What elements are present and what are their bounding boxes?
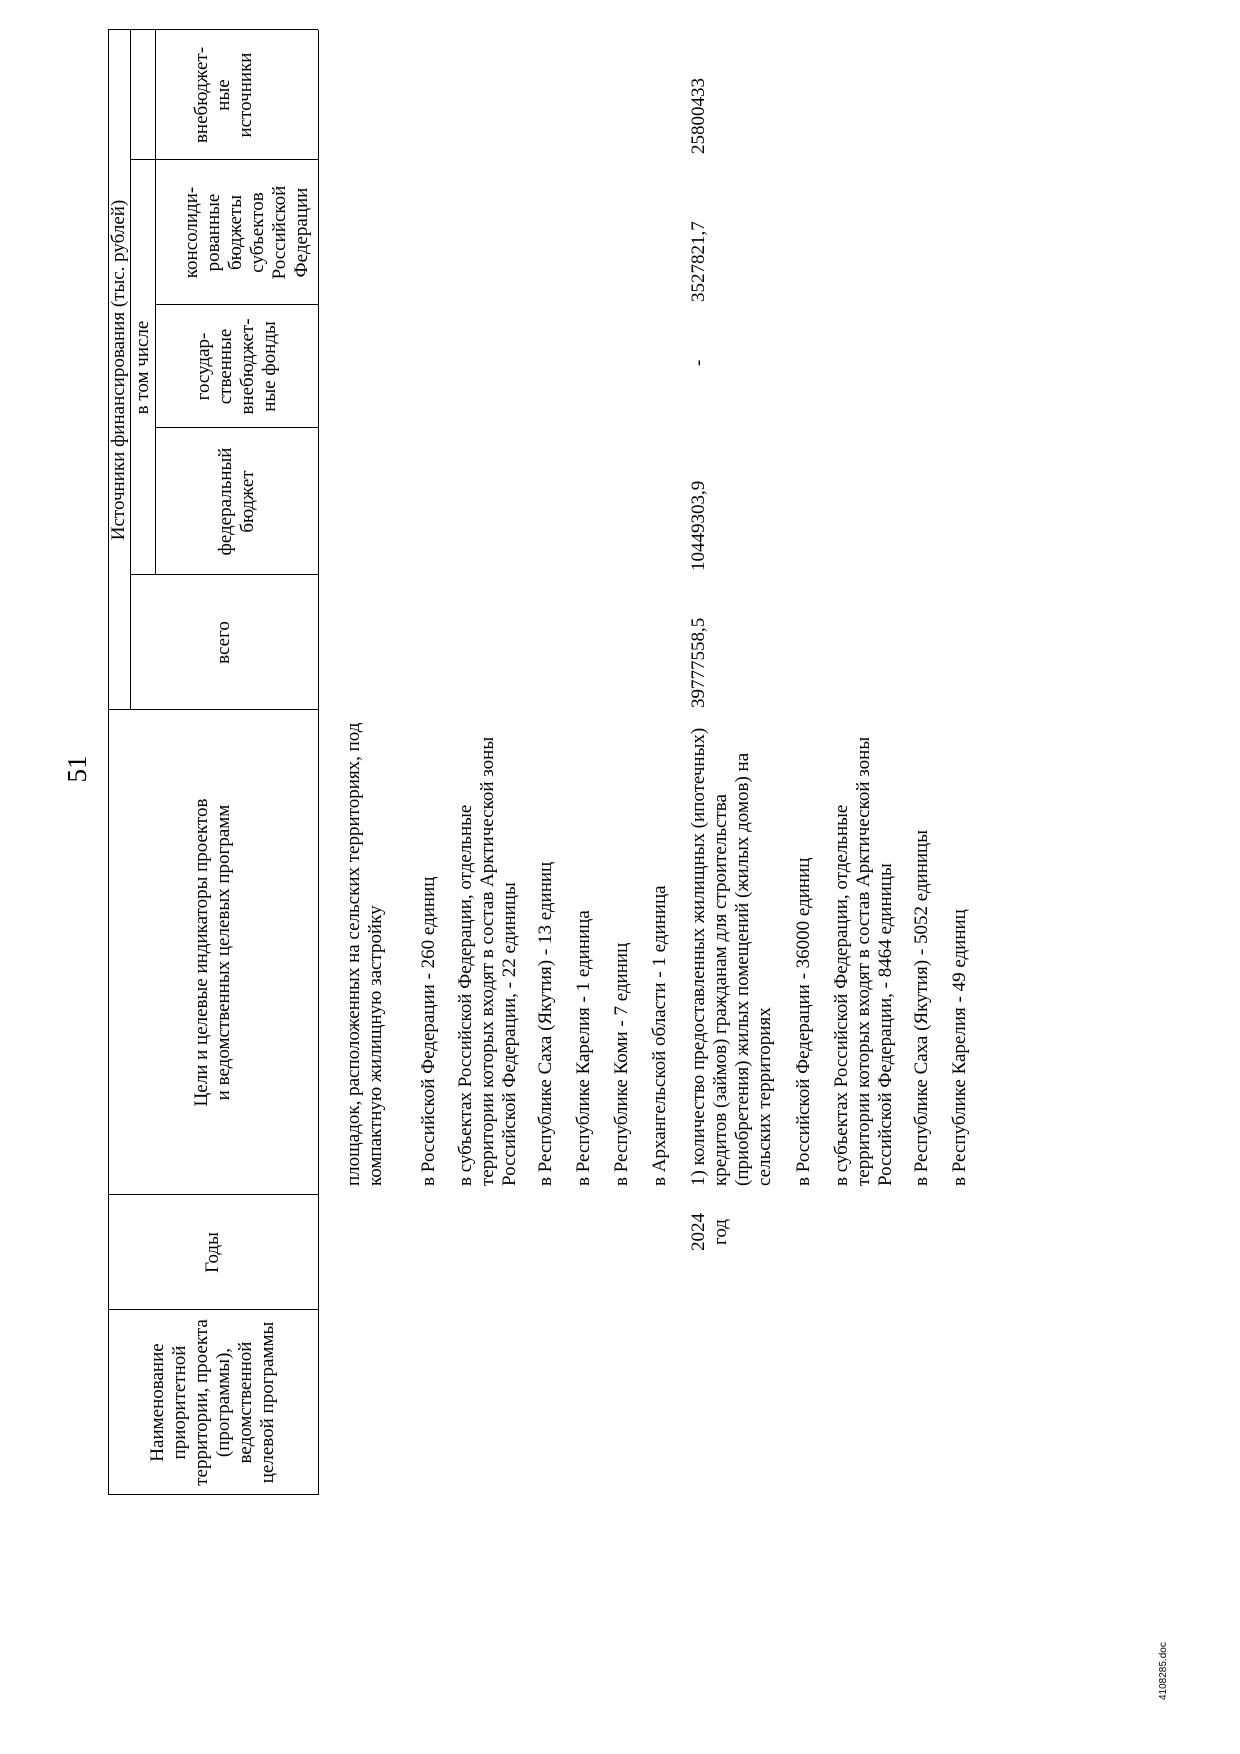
header-line: Цели и целевые индикаторы проектов (191, 798, 212, 1107)
header-including: в том числе (131, 320, 153, 415)
header-line: бюджеты (224, 195, 246, 270)
header-line: субъектов (246, 192, 268, 273)
header-line: консолиди- (180, 186, 202, 279)
header-line: (программы), (213, 1347, 234, 1458)
header-state-funds (155, 305, 318, 428)
header-line: ные фонды (258, 321, 280, 412)
value-extra: 25800433 (688, 78, 709, 154)
header-line: ные (213, 79, 234, 111)
header-line: целевой программы (257, 1321, 278, 1484)
header-line: государ- (192, 332, 214, 401)
header-goals (108, 710, 318, 1195)
header-line: Федерации (290, 187, 312, 278)
header-line: и ведомственных целевых программ (213, 804, 234, 1101)
header-line: ведомственной (235, 1341, 256, 1464)
header-line: приоритетной (169, 1345, 190, 1460)
header-federal (155, 428, 318, 575)
header-line: Наименование (147, 1343, 168, 1462)
indicator-text: в Республике Коми - 7 единиц (611, 942, 632, 1186)
header-line: территории, проекта (191, 1319, 212, 1486)
footer-filename: 4108285.doc (1158, 1642, 1169, 1700)
page-number: 51 (62, 755, 92, 783)
value-regional: 3527821,7 (688, 221, 709, 302)
header-line: источники (235, 52, 256, 138)
indicator-text: в Российской Федерации - 260 единиц (418, 876, 439, 1186)
header-extra (130, 30, 318, 160)
header-line: внебюджет- (191, 46, 212, 144)
indicator-text: в Республике Карелия - 1 единица (573, 910, 594, 1186)
header-bottom-border (318, 30, 319, 1495)
value-federal: 10449303,9 (688, 480, 709, 571)
indicator-text: в Архангельской области - 1 единица (649, 885, 670, 1186)
value-total: 39777558,5 (688, 617, 709, 708)
header-funding-group: Источники финансирования (тыс. рублей) (108, 199, 129, 541)
indicator-text: в Республике Карелия - 49 единиц (949, 909, 970, 1186)
indicator-text: 1) количество предоставленных жилищных (ипотечных) кредитов (займов) гражданам для строительства (приобретения) жилых помещений (жилых домов) на сельских территориях (688, 727, 775, 1186)
indicator-text: в Республике Саха (Якутия) - 13 единиц (535, 861, 556, 1186)
header-years: Годы (202, 1232, 223, 1273)
indicator-text: площадок, расположенных на сельских территориях, под компактную жилищную застройку (343, 722, 386, 1186)
indicator-text: в Республике Саха (Якутия) - 5052 единицы (911, 830, 932, 1186)
header-line: федеральный (214, 447, 236, 556)
value-state-funds: - (688, 359, 709, 366)
indicator-text: в Российской Федерации - 36000 единиц (793, 857, 814, 1186)
header-line: рованные (202, 193, 224, 272)
header-line: ственные (214, 328, 236, 405)
row-year: 2024 год (688, 1213, 731, 1251)
indicator-text: в субъектах Российской Федерации, отдельные территории которых входят в состав Арктической зоны Российской Федерации, - 22 единицы (455, 736, 520, 1186)
header-name (108, 1310, 318, 1495)
header-total: всего (213, 621, 234, 664)
header-line: внебюджет- (236, 318, 258, 415)
header-regional (155, 160, 318, 305)
indicator-text: в субъектах Российской Федерации, отдельные территории которых входят в состав Арктической зоны Российской Федерации, - 8464 единицы (831, 736, 896, 1186)
header-line: бюджет (236, 470, 258, 533)
header-line: Российской (268, 185, 290, 280)
